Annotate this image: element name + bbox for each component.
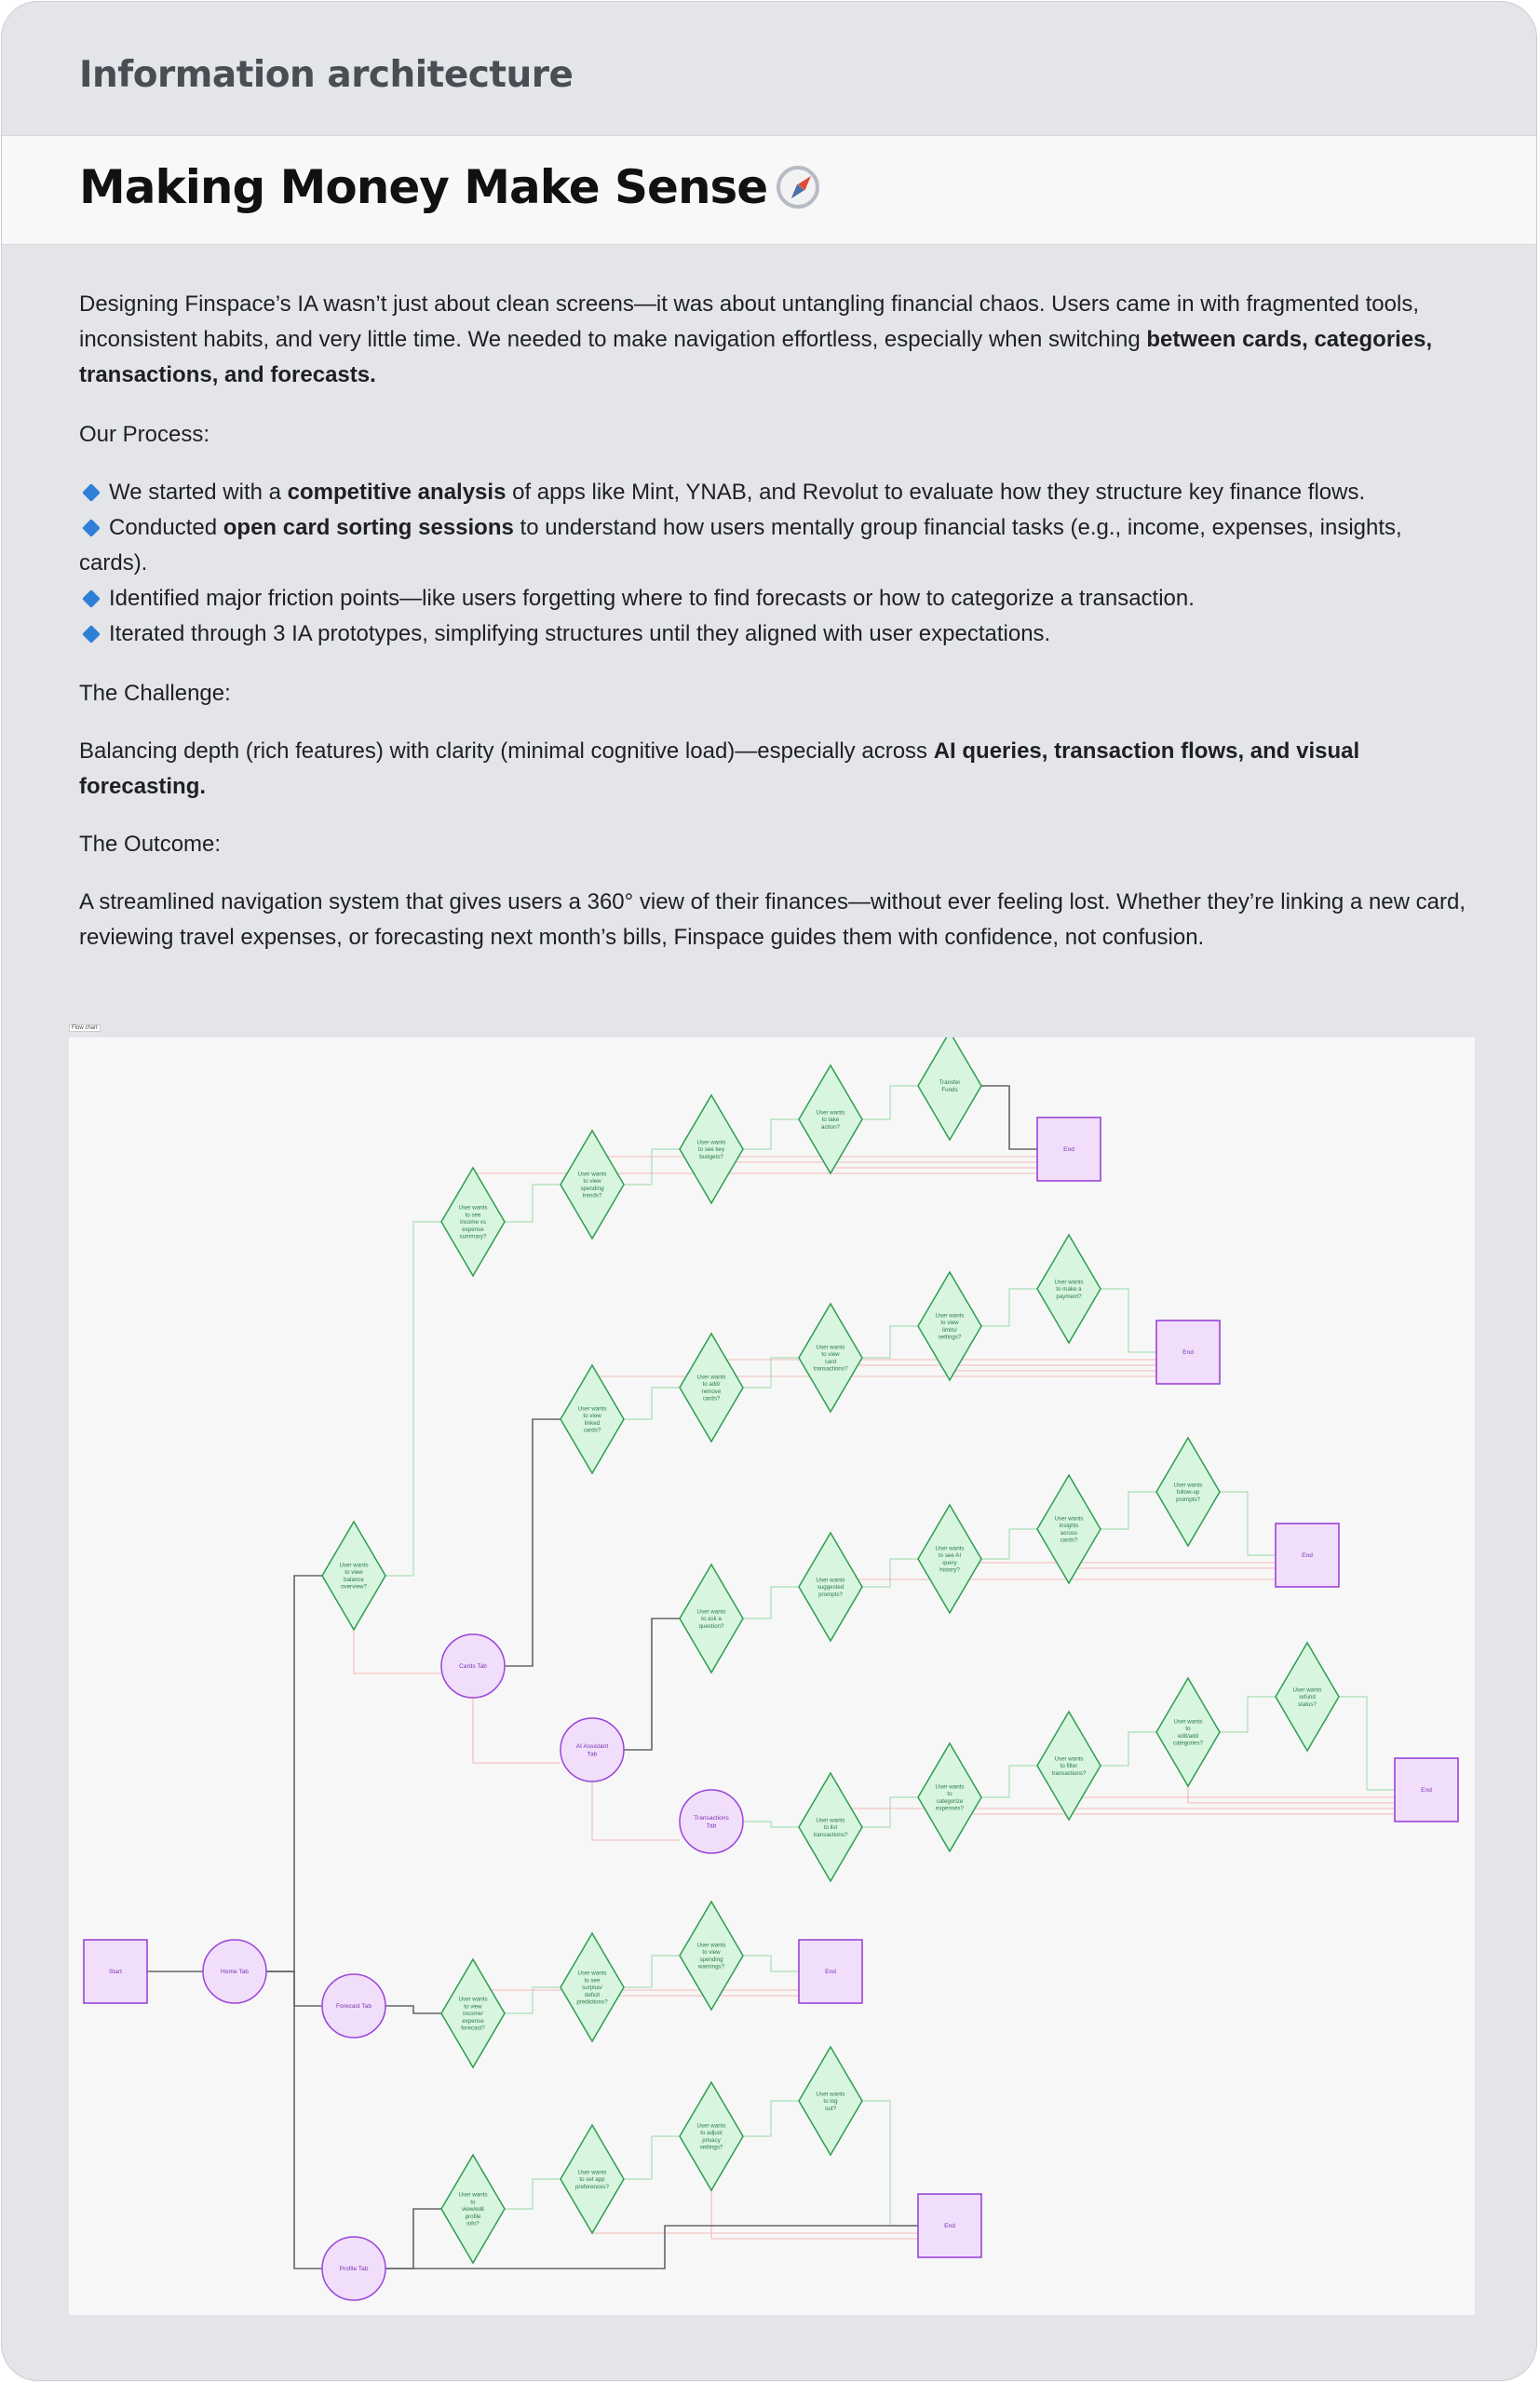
decision-node — [441, 2155, 505, 2263]
decision-node — [918, 1272, 981, 1380]
blue-diamond-icon — [82, 519, 101, 537]
decision-node — [441, 1959, 505, 2067]
decision-node — [918, 1505, 981, 1613]
flow-arrow — [505, 1419, 561, 1666]
bullet-text: Conducted — [109, 515, 223, 540]
process-bullet-2 — [79, 510, 1466, 581]
yes-path — [1220, 1492, 1276, 1555]
tab-node — [680, 1790, 743, 1853]
no-path — [831, 1151, 1037, 1168]
bullet-text: of apps like Mint, YNAB, and Revolut to evaluate how they structure key finance flows. — [506, 480, 1366, 505]
flow-arrow — [385, 2006, 441, 2013]
no-path — [592, 2211, 918, 2233]
node-label: User wants to adjust privacy settings? — [696, 2122, 726, 2151]
node-label: User wants to take action? — [816, 1109, 845, 1131]
node-label: User wants to see AI query history? — [935, 1545, 965, 1574]
node-label: User wants to see income vs expense summary? — [458, 1204, 488, 1240]
tab-node — [203, 1940, 266, 2003]
yes-path — [1101, 1492, 1156, 1529]
yes-path — [743, 1956, 799, 1971]
decision-node — [799, 1304, 862, 1412]
yes-path — [505, 1185, 561, 1222]
node-label: User wants suggested prompts? — [816, 1577, 845, 1598]
no-path — [473, 1990, 799, 2045]
yes-path — [862, 1326, 918, 1358]
decision-node — [1156, 1678, 1220, 1786]
process-bullet-4 — [79, 616, 1466, 652]
node-label: End — [1302, 1552, 1313, 1560]
decision-node — [1037, 1235, 1101, 1343]
end-node — [799, 1940, 862, 2003]
node-label: End — [1421, 1787, 1432, 1795]
no-path — [831, 1808, 1395, 1859]
decision-node — [1276, 1643, 1339, 1751]
bullet-text: Iterated through 3 IA prototypes, simplifying structures until they aligned with user expectations. — [109, 621, 1051, 646]
page-title — [79, 160, 819, 214]
no-path — [950, 1563, 1276, 1591]
decision-node — [680, 1902, 743, 2010]
node-label: User wants to list transactions? — [813, 1817, 848, 1838]
yes-path — [505, 2179, 561, 2209]
decision-node — [680, 1095, 743, 1203]
no-path — [592, 1157, 1037, 1216]
decision-node — [918, 1743, 981, 1851]
decision-node — [680, 2082, 743, 2190]
process-list — [79, 475, 1466, 652]
node-label: User wants refund status? — [1292, 1686, 1322, 1708]
node-label: End — [944, 2223, 955, 2230]
node-label: Forecast Tab — [336, 2003, 371, 2011]
node-label: Home Tab — [221, 1969, 249, 1976]
no-path — [711, 1360, 1156, 1419]
node-label: Cards Tab — [459, 1663, 487, 1671]
node-label: User wants follow-up prompts? — [1173, 1482, 1203, 1503]
bullet-text: We started with a — [109, 480, 288, 505]
end-node — [1156, 1321, 1220, 1384]
process-bullet-3 — [79, 581, 1466, 616]
node-label: User wants to see key budgets? — [696, 1139, 726, 1160]
no-path — [592, 1996, 799, 2019]
decision-node — [1037, 1475, 1101, 1583]
yes-path — [743, 1822, 799, 1827]
node-label: User wants to view spending warnings? — [696, 1942, 726, 1971]
decision-node — [322, 1522, 385, 1630]
tab-node — [561, 1718, 624, 1781]
no-path — [592, 1781, 680, 1840]
process-heading: Our Process: — [79, 422, 210, 447]
end-node — [1037, 1118, 1101, 1181]
decision-node — [680, 1564, 743, 1673]
challenge-text: Balancing depth (rich features) with clarity (minimal cognitive load)—especially across — [79, 738, 934, 764]
connector-lines — [147, 1086, 1395, 2269]
tab-node — [441, 1634, 505, 1698]
node-label: User wants to make a payment? — [1054, 1279, 1084, 1300]
node-label: End — [1182, 1349, 1194, 1357]
bullet-emphasis: competitive analysis — [287, 480, 507, 505]
compass-icon — [777, 166, 819, 209]
yes-path — [385, 1222, 441, 1576]
node-label: User wants to filter transactions? — [1051, 1755, 1087, 1777]
decision-node — [561, 1131, 624, 1239]
yes-path — [743, 2101, 799, 2136]
flow-arrow — [266, 1971, 322, 2269]
decision-node — [561, 2125, 624, 2233]
yes-path — [862, 2101, 918, 2226]
yes-path — [505, 1987, 561, 2013]
node-label: End — [825, 1969, 836, 1976]
no-path — [711, 1162, 1037, 1181]
intro-text: Designing Finspace’s IA wasn’t just about clean screens—it was about untangling financial chaos. Users came in with fragmented tools, inconsistent habits, and very little time. We needed to make navigation effortless, especially when switching — [79, 291, 1419, 352]
decision-node — [799, 1773, 862, 1881]
decision-node — [561, 1365, 624, 1473]
decision-node — [799, 1533, 862, 1641]
no-path — [473, 1698, 561, 1763]
yes-path — [862, 1086, 918, 1119]
decision-node — [799, 1065, 862, 1173]
node-label: Start — [109, 1969, 122, 1976]
blue-diamond-icon — [82, 589, 101, 608]
yes-path — [981, 1766, 1037, 1797]
challenge-emphasis: AI queries, transaction flows, and visual forecasting. — [79, 738, 1360, 799]
node-label: User wants to view spending trends? — [577, 1171, 607, 1199]
node-label: User wants insights across cards? — [1054, 1515, 1084, 1544]
flow-arrow — [385, 2209, 441, 2269]
flow-arrow — [624, 1619, 680, 1750]
start-node — [84, 1940, 147, 2003]
decision-node — [441, 1168, 505, 1276]
no-path — [831, 1365, 1156, 1389]
end-node — [1395, 1758, 1458, 1822]
section-label: Information architecture — [79, 54, 574, 96]
yes-path — [1101, 1732, 1156, 1766]
bullet-text: to understand how users mentally group financial tasks (e.g., income, expenses, insights, cards). — [79, 515, 1402, 576]
outcome-paragraph: A streamlined navigation system that gives users a 360° view of their finances—without ever feeling lost. Whether they’re linking a new card, reviewing travel expenses, or forecasting next month’s bills, Finspace guides them with confidence, not confusion. — [79, 889, 1466, 950]
decision-node — [561, 1933, 624, 2041]
no-path — [473, 1173, 1037, 1253]
no-path — [831, 1579, 1276, 1619]
yes-path — [862, 1559, 918, 1587]
no-path — [1069, 1561, 1276, 1568]
node-label: User wants to add/ remove cards? — [696, 1374, 726, 1402]
yes-path — [743, 1358, 799, 1388]
node-label: User wants to ask a question? — [696, 1608, 726, 1630]
decision-node — [799, 2047, 862, 2155]
flow-arrow — [266, 1576, 322, 1971]
decision-node — [1156, 1438, 1220, 1546]
process-bullet-1 — [79, 475, 1466, 510]
yes-path — [743, 1587, 799, 1619]
challenge-paragraph — [79, 734, 1466, 805]
node-label: User wants to edit/add categories? — [1173, 1718, 1203, 1747]
node-label: User wants to log out? — [816, 2091, 845, 2112]
title-band — [2, 135, 1536, 245]
yes-path — [981, 1289, 1037, 1326]
intro-emphasis: between cards, categories, transactions, and forecasts. — [79, 327, 1433, 387]
node-label: User wants to categorize expenses? — [935, 1783, 965, 1812]
node-label: Transfer Funds — [939, 1079, 961, 1093]
yes-path — [862, 1797, 918, 1827]
end-node — [918, 2194, 981, 2257]
flow-arrow — [981, 1086, 1037, 1149]
bullet-text: Identified major friction points—like users forgetting where to find forecasts or how to categorize a transaction. — [109, 586, 1195, 611]
node-label: User wants to see surplus/ deficit predictions? — [576, 1970, 608, 2006]
yes-path — [624, 2136, 680, 2179]
node-label: User wants to view/edit profile info? — [458, 2191, 488, 2228]
flow-diagram-svg — [69, 1037, 1475, 2315]
node-label: User wants to set app preferences? — [574, 2169, 610, 2190]
decision-node — [680, 1334, 743, 1442]
blue-diamond-icon — [82, 483, 101, 502]
challenge-heading: The Challenge: — [79, 681, 231, 706]
no-path — [950, 1814, 1395, 1829]
no-path — [354, 1607, 441, 1673]
yes-path — [1101, 1289, 1156, 1352]
page-title-text: Making Money Make Sense — [79, 160, 768, 214]
no-path — [711, 2168, 918, 2239]
tab-node — [322, 1974, 385, 2038]
node-label: Transactions Tab — [694, 1815, 729, 1830]
tab-node — [322, 2237, 385, 2300]
node-label: User wants to view linked cards? — [577, 1405, 607, 1434]
decision-node — [1037, 1712, 1101, 1820]
node-label: Profile Tab — [339, 2266, 369, 2273]
diagram-tag: Flow chart — [69, 1024, 101, 1032]
node-label: End — [1063, 1146, 1074, 1154]
yes-path — [981, 1529, 1037, 1559]
node-label: AI Assistant Tab — [575, 1743, 609, 1758]
blue-diamond-icon — [82, 625, 101, 643]
node-label: User wants to view limits/ settings? — [935, 1312, 965, 1341]
node-label: User wants to view balance overview? — [339, 1562, 369, 1591]
yes-path — [1339, 1697, 1395, 1790]
case-study-card — [1, 1, 1537, 2381]
yes-path — [743, 1119, 799, 1149]
intro-paragraph — [79, 287, 1466, 393]
bullet-emphasis: open card sorting sessions — [223, 515, 514, 540]
node-label: User wants to view income/ expense forecast? — [458, 1996, 488, 2032]
yes-path — [1220, 1697, 1276, 1732]
yes-path — [624, 1149, 680, 1185]
outcome-heading: The Outcome: — [79, 832, 222, 857]
decision-node — [918, 1037, 981, 1140]
node-label: User wants to view card transactions? — [813, 1344, 848, 1373]
yes-path — [624, 1956, 680, 1987]
yes-path — [624, 1388, 680, 1419]
ia-flow-diagram — [69, 1037, 1475, 2315]
end-node — [1276, 1524, 1339, 1587]
